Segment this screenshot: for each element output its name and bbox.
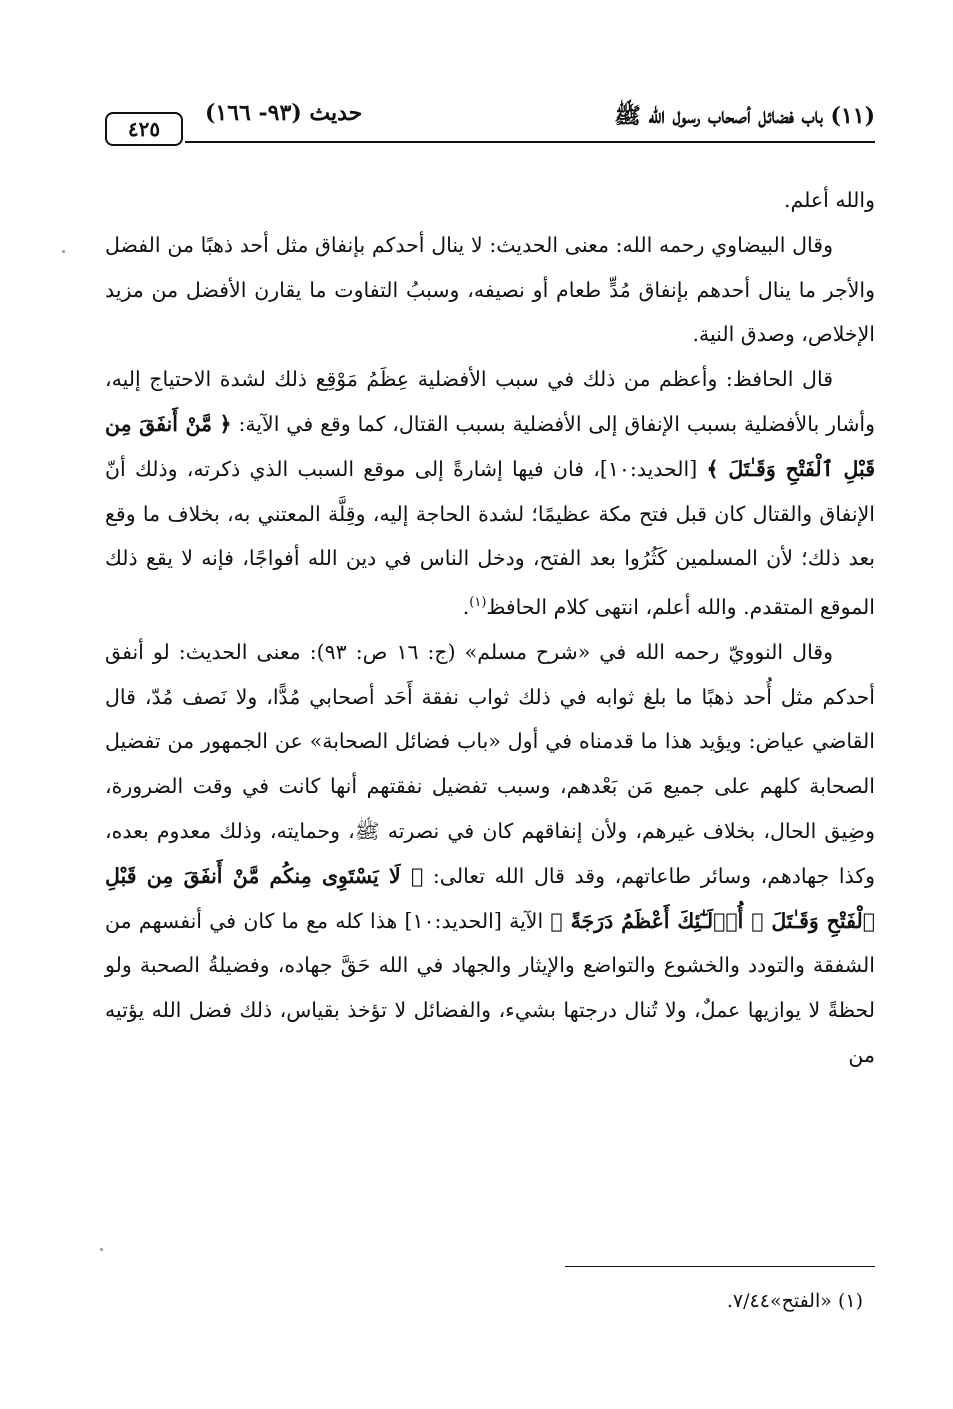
footnote-text: «الفتح»٧/٤٤. [726, 1290, 832, 1312]
paragraph [105, 630, 875, 1078]
text-run: . [462, 595, 470, 619]
text-run: والله أعلم. [783, 188, 875, 212]
quran-quote: ﴿ مَّنْ أَنفَقَ مِن قَبْلِ ٱلْفَتْحِ وَقَـٰتَلَ ﴾ [105, 411, 876, 481]
main-text [105, 178, 875, 1078]
page-header [105, 92, 875, 150]
paragraph [105, 223, 875, 357]
quran-quote: ﴿ لَا يَسْتَوِى مِنكُم مَّنْ أَنفَقَ مِن قَبْلِ ٱلْفَتْحِ وَقَـٰتَلَ ۚ أُو۟لَـٰٓئِكَ أَعْظَمُ دَرَجَةً ﴾ [105, 863, 876, 933]
text-run: قال الحافظ: وأعظم من ذلك في سبب الأفضلية عِظَمُ مَوْقِع ذلك لشدة الاحتياج إليه، وأشار بالأفضلية بسبب الإنفاق إلى الأفضلية بسبب القتال، كما وقع في الآية: [105, 367, 875, 436]
footnote-rule [565, 1266, 875, 1267]
footnote-marker: (١) [837, 1290, 863, 1312]
text-run: الآية [الحديد:١٠] هذا كله مع ما كان في أنفسهم من الشفقة والتودد والخشوع والتواضع والإيثار والجهاد في الله حَقَّ جهاده، وفضيلةُ الصحبة ولو لحظةً لا يوازيها عملٌ، ولا تُنال درجتها بشيء، والفضائل لا تؤخذ بقياس، ذلك فضل الله يؤتيه من [105, 908, 875, 1067]
header-rule [185, 141, 875, 143]
hadith-range: حديث (٩٣- ١٦٦) [205, 100, 363, 126]
footnote [727, 1290, 863, 1312]
scan-speck [62, 250, 65, 253]
text-run: وقال البيضاوي رحمه الله: معنى الحديث: لا ينال أحدكم بإنفاق مثل أحد ذهبًا من الفضل والأجر ما ينال أحدهم بإنفاق مُدٍّ طعام أو نصيفه، وسببُ التفاوت ما يقارن الأفضل من مزيد الإخلاص، وصدق النية. [105, 232, 875, 347]
text-run: وقال النوويّ رحمه الله في «شرح مسلم» (ج: ١٦ ص: ٩٣): معنى الحديث: لو أنفق أحدكم مثل أُحد ذهبًا ما بلغ ثوابه في ذلك ثواب نفقة أَحَد أصحابي مُدًّا، ولا نَصف مُدّ، قال القاضي عياض: ويؤيد هذا ما قدمناه في أول «باب فضائل الصحابة» عن الجمهور من تفضيل الصحابة كلهم على جميع مَن بَعْدهم، وسبب تفضيل نفقتهم أنها كانت في وقت الضرورة، وضِيق الحال، بخلاف غيرهم، ولأن إنفاقهم كان في نصرته ﷺ، وحمايته، وذلك معدوم بعده، وكذا جهادهم، وسائر طاعاتهم، وقد قال الله تعالى: [105, 639, 875, 888]
running-head: (١١) باب فضائل أصحاب رسول الله ﷺ [614, 103, 875, 129]
text-run: [الحديد:١٠]، فان فيها إشارةً إلى موقع السبب الذي ذكرته، وذلك أنّ الإنفاق والقتال كان قبل فتح مكة عظيمًا؛ لشدة الحاجة إليه، وقِلَّة المعتني به، بخلاف ما وقع بعد ذلك؛ لأن المسلمين كَثُرُوا بعد الفتح، ودخل الناس في دين الله أفواجًا، فإنه لا يقع ذلك الموقع المتقدم. والله أعلم، انتهى كلام الحافظ [105, 456, 875, 619]
paragraph [105, 178, 875, 223]
paragraph [105, 357, 875, 630]
scan-speck [100, 1248, 103, 1251]
page-number: ٤٢٥ [105, 112, 183, 146]
footnote-reference: (١) [469, 595, 487, 611]
